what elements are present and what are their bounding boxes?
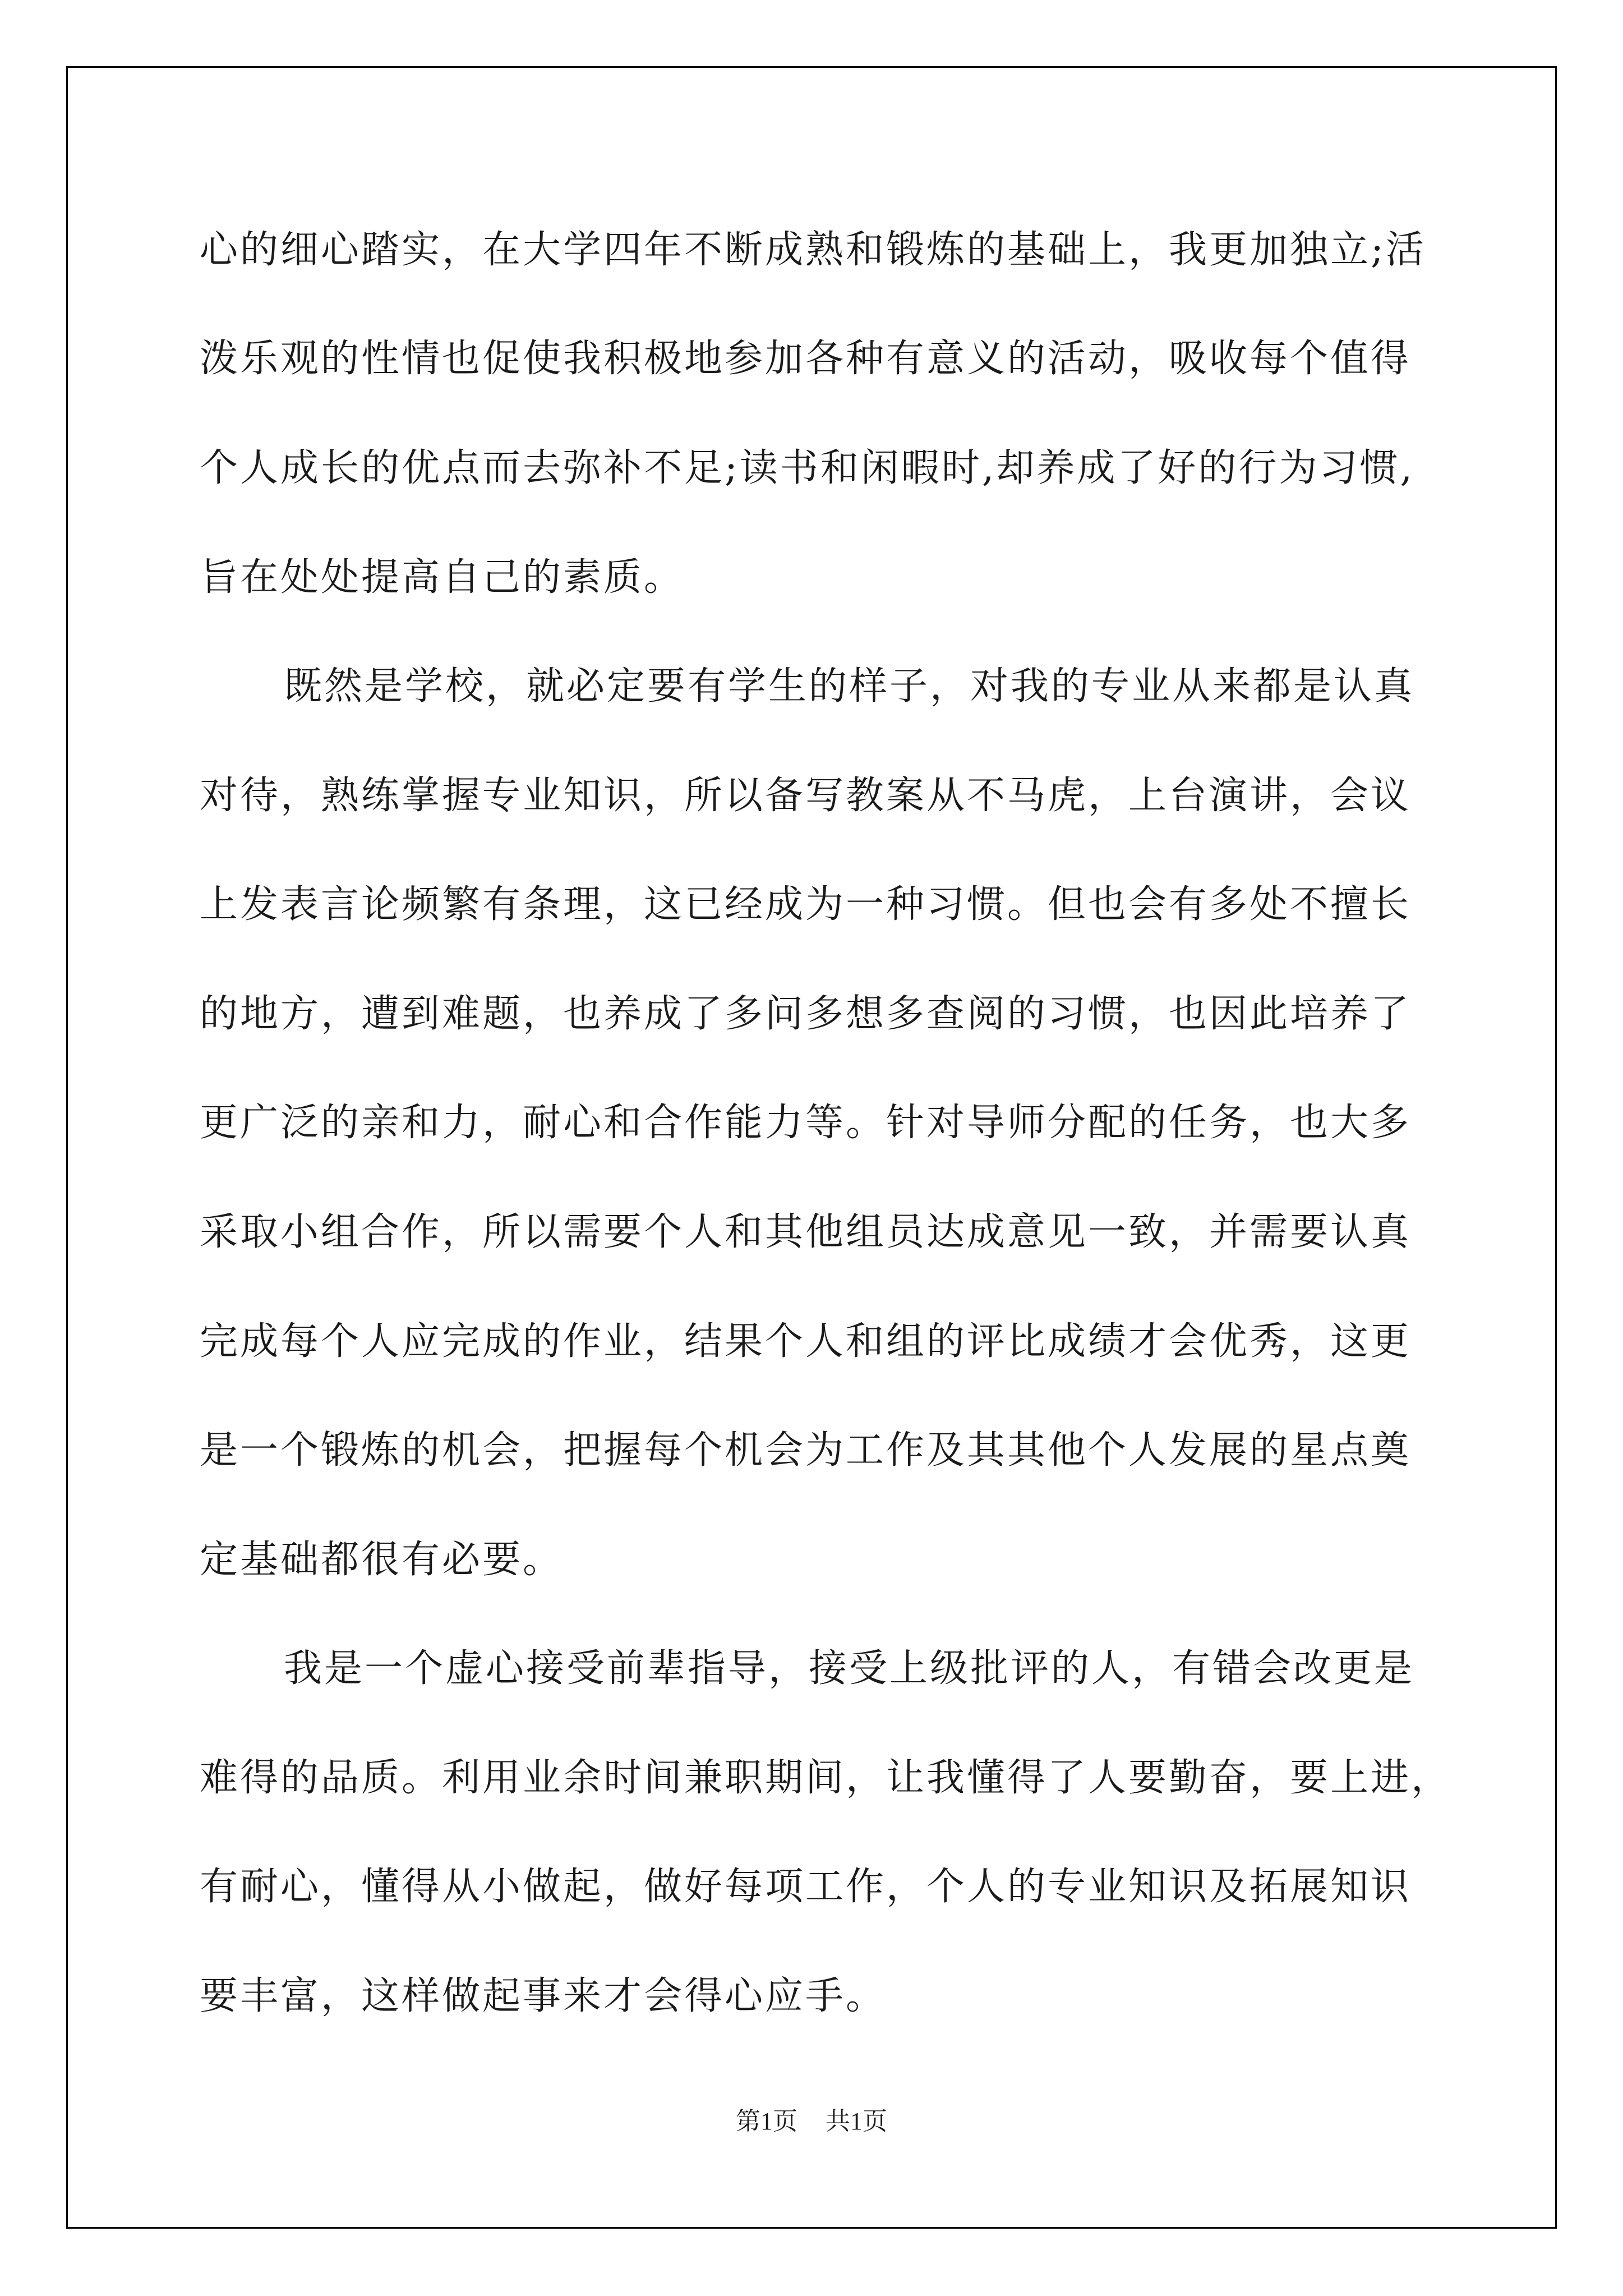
paragraph-2-line-7: 完成每个人应完成的作业，结果个人和组的评比成绩才会优秀，这更 (200, 1319, 1412, 1364)
paragraph-2-line-8: 是一个锻炼的机会，把握每个机会为工作及其其他个人发展的星点奠 (200, 1428, 1412, 1473)
paragraph-3-line-1: 我是一个虚心接受前辈指导，接受上级批评的人，有错会改更是 (284, 1646, 1415, 1691)
paragraph-1-line-2: 泼乐观的性情也促使我积极地参加各种有意义的活动，吸收每个值得 (200, 337, 1412, 381)
paragraph-2-line-4: 的地方，遭到难题，也养成了多问多想多查阅的习惯，也因此培养了 (200, 992, 1412, 1036)
paragraph-3-line-3: 有耐心，懂得从小做起，做好每项工作，个人的专业知识及拓展知识 (200, 1865, 1412, 1909)
paragraph-2-line-2: 对待，熟练掌握专业知识，所以备写教案从不马虎，上台演讲，会议 (200, 774, 1412, 818)
page-number-total: 共1页 (826, 2108, 887, 2135)
paragraph-2-line-5: 更广泛的亲和力，耐心和合作能力等。针对导师分配的任务，也大多 (200, 1101, 1412, 1145)
paragraph-1-line-4: 旨在处处提高自己的素质。 (200, 555, 685, 600)
page-number-current: 第1页 (736, 2108, 797, 2135)
paragraph-2-line-3: 上发表言论频繁有条理，这已经成为一种习惯。但也会有多处不擅长 (200, 882, 1412, 927)
paragraph-2-line-6: 采取小组合作，所以需要个人和其他组员达成意见一致，并需要认真 (200, 1210, 1412, 1254)
paragraph-1-line-1: 心的细心踏实，在大学四年不断成熟和锻炼的基础上，我更加独立;活 (200, 228, 1426, 272)
paragraph-2-line-9: 定基础都很有必要。 (200, 1538, 564, 1582)
paragraph-2-line-1: 既然是学校，就必定要有学生的样子，对我的专业从来都是认真 (284, 664, 1415, 708)
page-footer (0, 2101, 1623, 2137)
paragraph-3-line-4: 要丰富，这样做起事来才会得心应手。 (200, 1974, 887, 2018)
paragraph-3-line-2: 难得的品质。利用业余时间兼职期间，让我懂得了人要勤奋，要上进， (200, 1756, 1452, 1800)
paragraph-1-line-3: 个人成长的优点而去弥补不足;读书和闲暇时,却养成了好的行为习惯, (200, 446, 1415, 490)
